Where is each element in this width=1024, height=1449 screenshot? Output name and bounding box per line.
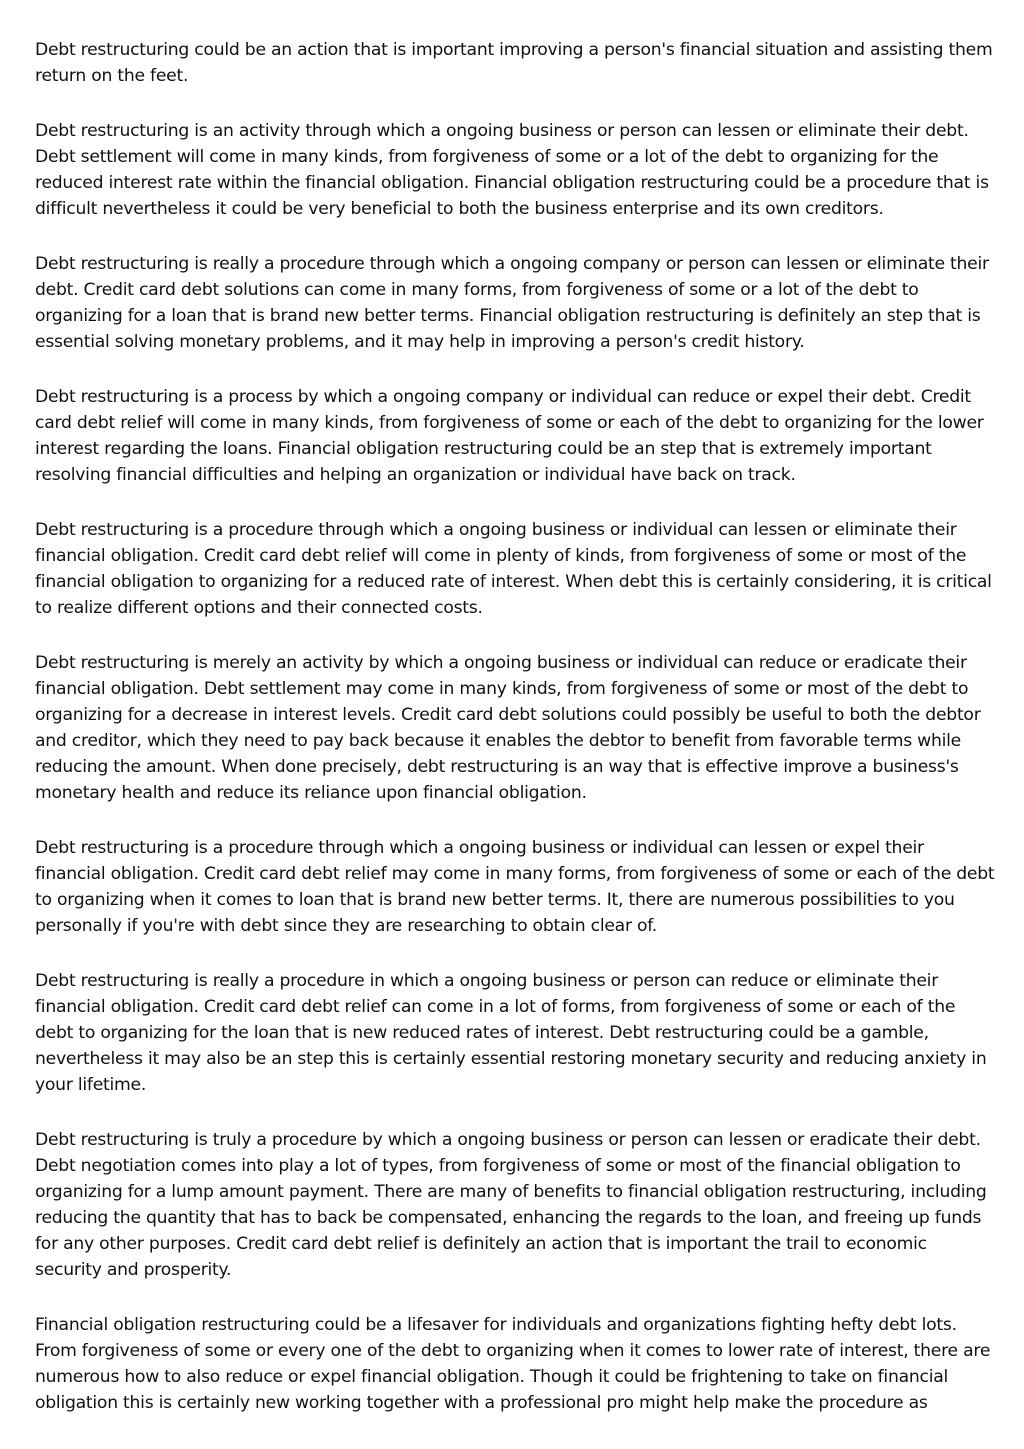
paragraph-4: Debt restructuring is a process by which a ongoing company or individual can reduce or expel their debt. Credit card debt relief will come in many kinds, from forgiveness of some or each of the debt to organizing for the lower interest regarding the loans. Financial obligation restructuring could be an step that is extremely important resolving financial difficulties and helping an organization or individual have back on track. (35, 387, 984, 485)
paragraph-10: Financial obligation restructuring could be a lifesaver for individuals and organizations fighting hefty debt lots. From forgiveness of some or every one of the debt to organizing when it comes to lower rate of interest, there are numerous how to also reduce or expel financial obligation. Though it could be frightening to take on financial obligation this is certainly new working together with a professional pro might help make the procedure as (35, 1315, 991, 1413)
paragraph-2: Debt restructuring is an activity through which a ongoing business or person can lessen or eliminate their debt. Debt settlement will come in many kinds, from forgiveness of some or a lot of the debt to organizing for the reduced interest rate within the financial obligation. Financial obligation restructuring could be a procedure that is difficult nevertheless it could be very beneficial to both the business enterprise and its own creditors. (35, 121, 989, 219)
paragraph-5: Debt restructuring is a procedure through which a ongoing business or individual can lessen or eliminate their financial obligation. Credit card debt relief will come in plenty of kinds, from forgiveness of some or most of the financial obligation to organizing for a reduced rate of interest. When debt this is certainly considering, it is critical to realize different options and their connected costs. (35, 520, 992, 618)
document-body (35, 37, 995, 1445)
paragraph-9: Debt restructuring is truly a procedure by which a ongoing business or person can lessen or eradicate their debt. Debt negotiation comes into play a lot of types, from forgiveness of some or most of the financial obligation to organizing for a lump amount payment. There are many of benefits to financial obligation restructuring, including reducing the quantity that has to back be compensated, enhancing the regards to the loan, and freeing up funds for any other purposes. Credit card debt relief is definitely an action that is important the trail to economic security and prosperity. (35, 1130, 987, 1280)
paragraph-8: Debt restructuring is really a procedure in which a ongoing business or person can reduce or eliminate their financial obligation. Credit card debt relief can come in a lot of forms, from forgiveness of some or each of the debt to organizing for the loan that is new reduced rates of interest. Debt restructuring could be a gamble, nevertheless it may also be an step this is certainly essential restoring monetary security and reducing anxiety in your lifetime. (35, 971, 987, 1095)
paragraph-6: Debt restructuring is merely an activity by which a ongoing business or individual can reduce or eradicate their financial obligation. Debt settlement may come in many kinds, from forgiveness of some or most of the debt to organizing for a decrease in interest levels. Credit card debt solutions could possibly be useful to both the debtor and creditor, which they need to pay back because it enables the debtor to benefit from favorable terms while reducing the amount. When done precisely, debt restructuring is an way that is effective improve a business's monetary health and reduce its reliance upon financial obligation. (35, 653, 981, 803)
paragraph-3: Debt restructuring is really a procedure through which a ongoing company or person can lessen or eliminate their debt. Credit card debt solutions can come in many forms, from forgiveness of some or a lot of the debt to organizing for a loan that is brand new better terms. Financial obligation restructuring is definitely an step that is essential solving monetary problems, and it may help in improving a person's credit history. (35, 254, 989, 352)
paragraph-7: Debt restructuring is a procedure through which a ongoing business or individual can lessen or expel their financial obligation. Credit card debt relief may come in many forms, from forgiveness of some or each of the debt to organizing when it comes to loan that is brand new better terms. It, there are numerous possibilities to you personally if you're with debt since they are researching to obtain clear of. (35, 838, 995, 936)
paragraph-1: Debt restructuring could be an action that is important improving a person's financial situation and assisting them return on the feet. (35, 40, 993, 86)
